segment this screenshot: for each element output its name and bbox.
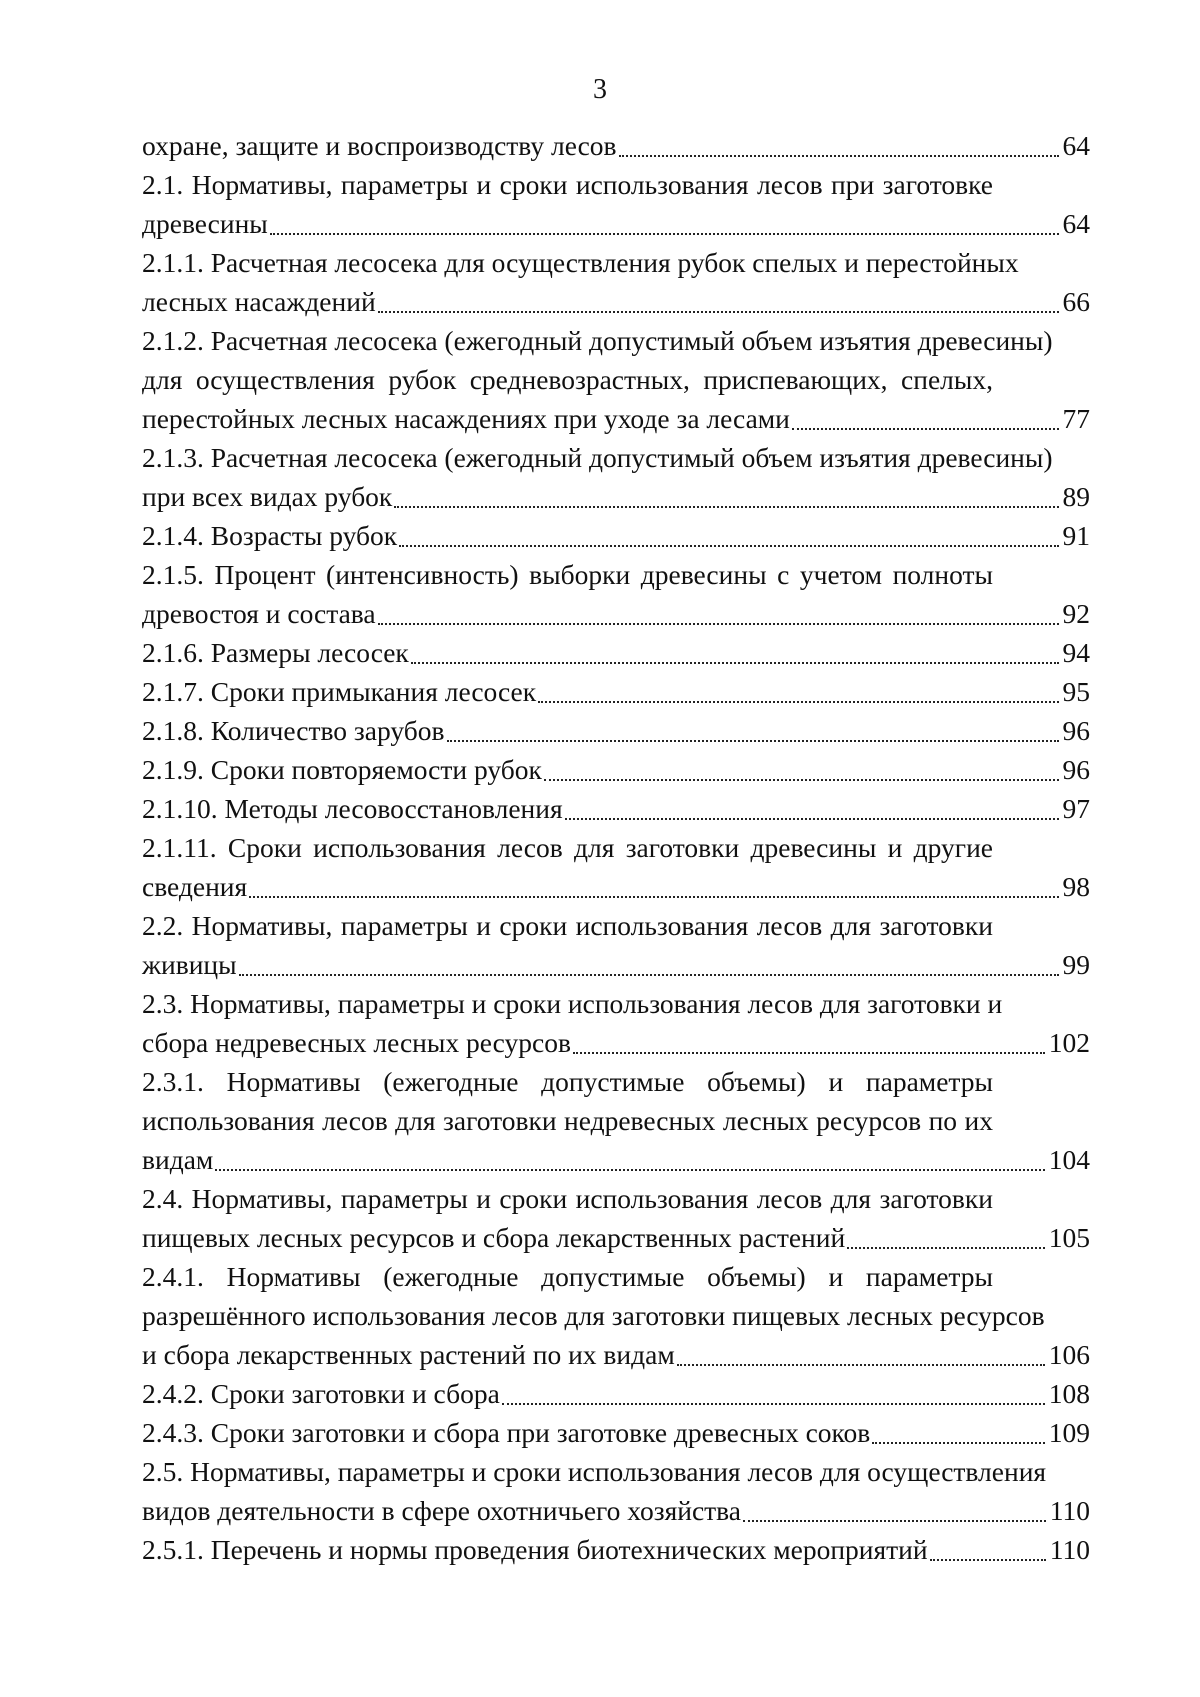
toc-entry-line: 2.2. Нормативы, параметры и сроки использования лесов для заготовки — [142, 910, 993, 941]
toc-entry-line: лесных насаждений — [142, 286, 376, 317]
toc-entry-line: охране, защите и воспроизводству лесов — [142, 130, 617, 161]
toc-entry-line: 2.1.10. Методы лесовосстановления — [142, 793, 563, 824]
toc-entry-line: 2.1. Нормативы, параметры и сроки использования лесов при заготовке — [142, 169, 993, 200]
toc-entry-last-line — [142, 711, 1090, 750]
toc-entry — [142, 1062, 1090, 1179]
toc-entry-line: 2.3. Нормативы, параметры и сроки использования лесов для заготовки и — [142, 988, 1003, 1019]
dot-leader — [378, 310, 1059, 313]
toc-entry — [142, 126, 1090, 165]
dot-leader — [411, 661, 1059, 664]
toc-page-number: 92 — [1062, 598, 1090, 629]
toc-page-number: 94 — [1062, 637, 1090, 668]
dot-leader — [378, 622, 1059, 625]
toc-entry-line: при всех видах рубок — [142, 481, 393, 512]
toc-entry-line: древесины — [142, 208, 268, 239]
dot-leader — [538, 700, 1058, 703]
toc-entry-line: и сбора лекарственных растений по их видам — [142, 1339, 675, 1370]
toc-entry-line: для осуществления рубок средневозрастных, приспевающих, спелых, — [142, 364, 993, 395]
toc-entry-line: 2.5. Нормативы, параметры и сроки использования лесов для осуществления — [142, 1456, 1047, 1487]
dot-leader — [447, 739, 1059, 742]
toc-entry-last-line — [142, 633, 1090, 672]
toc-page-number: 97 — [1062, 793, 1090, 824]
toc-page-number: 105 — [1048, 1222, 1090, 1253]
table-of-contents — [142, 126, 1090, 1569]
toc-entry-line: 2.3.1. Нормативы (ежегодные допустимые объемы) и параметры — [142, 1066, 993, 1097]
dot-leader — [270, 232, 1059, 235]
dot-leader — [565, 817, 1059, 820]
toc-entry-line: разрешённого использования лесов для заготовки пищевых лесных ресурсов — [142, 1300, 1045, 1331]
toc-entry-line: видов деятельности в сфере охотничьего хозяйства — [142, 1495, 741, 1526]
toc-entry-line: 2.1.4. Возрасты рубок — [142, 520, 398, 551]
dot-leader — [215, 1168, 1044, 1171]
toc-entry-line: 2.5.1. Перечень и нормы проведения биотехнических мероприятий — [142, 1534, 928, 1565]
toc-entry-line: 2.1.8. Количество зарубов — [142, 715, 445, 746]
toc-entry — [142, 789, 1090, 828]
toc-page-number: 91 — [1062, 520, 1090, 551]
toc-page-number: 95 — [1062, 676, 1090, 707]
toc-entry-last-line — [142, 1335, 1090, 1374]
toc-entry-last-line — [142, 594, 1090, 633]
toc-entry-last-line — [142, 282, 1090, 321]
dot-leader — [792, 427, 1059, 430]
dot-leader — [619, 154, 1059, 157]
toc-entry — [142, 906, 1090, 984]
dot-leader — [502, 1402, 1045, 1405]
dot-leader — [930, 1558, 1046, 1561]
toc-entry-last-line — [142, 867, 1090, 906]
dot-leader — [239, 973, 1059, 976]
toc-page-number: 89 — [1062, 481, 1090, 512]
toc-entry-line: 2.4.2. Сроки заготовки и сбора — [142, 1378, 500, 1409]
toc-entry — [142, 1530, 1090, 1569]
toc-entry-last-line — [142, 1413, 1090, 1452]
page-number: 3 — [593, 74, 607, 105]
toc-entry — [142, 243, 1090, 321]
toc-entry-last-line — [142, 1218, 1090, 1257]
toc-entry-line: 2.1.3. Расчетная лесосека (ежегодный допустимый объем изъятия древесины) — [142, 442, 1053, 473]
toc-entry-last-line — [142, 672, 1090, 711]
toc-entry-line: 2.1.9. Сроки повторяемости рубок — [142, 754, 542, 785]
toc-entry-line: использования лесов для заготовки недревесных лесных ресурсов по их — [142, 1105, 993, 1136]
toc-entry — [142, 321, 1090, 438]
toc-page-number: 66 — [1062, 286, 1090, 317]
toc-entry-last-line — [142, 1140, 1090, 1179]
toc-entry-last-line — [142, 126, 1090, 165]
toc-entry-last-line — [142, 1491, 1090, 1530]
toc-entry-last-line — [142, 789, 1090, 828]
toc-entry-line: перестойных лесных насаждениях при уходе за лесами — [142, 403, 790, 434]
toc-page-number: 98 — [1062, 871, 1090, 902]
toc-entry-line: сведения — [142, 871, 248, 902]
toc-page-number: 104 — [1048, 1144, 1090, 1175]
toc-entry — [142, 633, 1090, 672]
toc-entry — [142, 516, 1090, 555]
dot-leader — [743, 1519, 1046, 1522]
toc-page-number: 96 — [1062, 754, 1090, 785]
toc-page-number: 64 — [1062, 208, 1090, 239]
dot-leader — [544, 778, 1059, 781]
dot-leader — [249, 895, 1058, 898]
toc-entry — [142, 1179, 1090, 1257]
toc-page-number: 110 — [1049, 1495, 1090, 1526]
toc-page-number: 96 — [1062, 715, 1090, 746]
toc-entry-last-line — [142, 1374, 1090, 1413]
dot-leader — [847, 1246, 1045, 1249]
toc-entry — [142, 1452, 1090, 1530]
toc-entry — [142, 1257, 1090, 1374]
toc-page-number: 110 — [1049, 1534, 1090, 1565]
toc-entry-line: пищевых лесных ресурсов и сбора лекарственных растений — [142, 1222, 846, 1253]
toc-entry-line: 2.1.7. Сроки примыкания лесосек — [142, 676, 537, 707]
toc-entry-line: живицы — [142, 949, 237, 980]
dot-leader — [394, 505, 1058, 508]
toc-entry-last-line — [142, 1530, 1090, 1569]
toc-entry — [142, 750, 1090, 789]
toc-entry-line: 2.1.2. Расчетная лесосека (ежегодный допустимый объем изъятия древесины) — [142, 325, 1053, 356]
toc-page-number: 77 — [1062, 403, 1090, 434]
toc-entry — [142, 1374, 1090, 1413]
dot-leader — [573, 1051, 1045, 1054]
toc-entry-last-line — [142, 945, 1090, 984]
toc-entry-line: 2.1.1. Расчетная лесосека для осуществления рубок спелых и перестойных — [142, 247, 1019, 278]
toc-entry-last-line — [142, 516, 1090, 555]
toc-entry-last-line — [142, 204, 1090, 243]
toc-page-number: 109 — [1048, 1417, 1090, 1448]
dot-leader — [399, 544, 1058, 547]
toc-entry-line: древостоя и состава — [142, 598, 376, 629]
toc-entry-line: 2.4.3. Сроки заготовки и сбора при заготовке древесных соков — [142, 1417, 871, 1448]
toc-entry-last-line — [142, 1023, 1090, 1062]
toc-entry-line: 2.1.6. Размеры лесосек — [142, 637, 409, 668]
toc-entry-line: 2.1.11. Сроки использования лесов для заготовки древесины и другие — [142, 832, 993, 863]
toc-entry — [142, 711, 1090, 750]
toc-entry-line: 2.1.5. Процент (интенсивность) выборки древесины с учетом полноты — [142, 559, 993, 590]
toc-entry — [142, 165, 1090, 243]
toc-entry — [142, 984, 1090, 1062]
toc-page-number: 106 — [1048, 1339, 1090, 1370]
toc-entry — [142, 555, 1090, 633]
toc-entry — [142, 1413, 1090, 1452]
dot-leader — [677, 1363, 1045, 1366]
toc-page-number: 102 — [1048, 1027, 1090, 1058]
toc-entry-line: видам — [142, 1144, 214, 1175]
toc-entry — [142, 438, 1090, 516]
toc-entry-line: 2.4.1. Нормативы (ежегодные допустимые объемы) и параметры — [142, 1261, 993, 1292]
toc-entry-last-line — [142, 399, 1090, 438]
toc-entry — [142, 672, 1090, 711]
toc-entry-line: 2.4. Нормативы, параметры и сроки использования лесов для заготовки — [142, 1183, 993, 1214]
toc-page-number: 108 — [1048, 1378, 1090, 1409]
dot-leader — [872, 1441, 1045, 1444]
toc-entry-last-line — [142, 750, 1090, 789]
toc-entry-last-line — [142, 477, 1090, 516]
toc-page-number: 64 — [1062, 130, 1090, 161]
toc-entry-line: сбора недревесных лесных ресурсов — [142, 1027, 571, 1058]
toc-entry — [142, 828, 1090, 906]
toc-page-number: 99 — [1062, 949, 1090, 980]
